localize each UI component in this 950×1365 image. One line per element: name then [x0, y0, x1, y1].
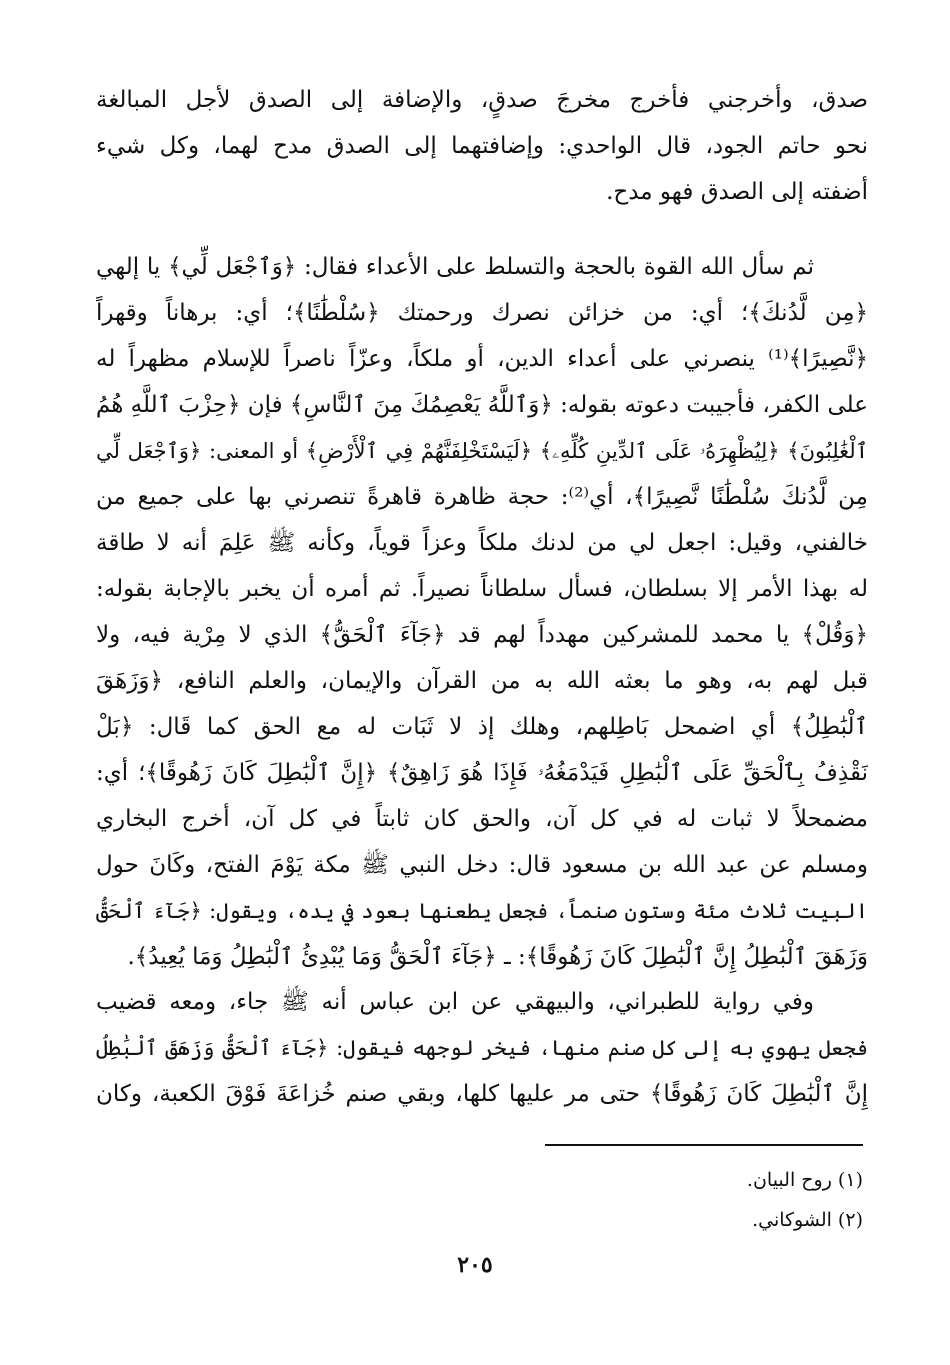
text-line: خالفني، وقيل: اجعل لي من لدنك ملكاً وعزاً قوياً، وكأنه ﷺ عَلِمَ أنه لا طاقة — [96, 530, 868, 556]
paragraph-3 — [96, 979, 868, 1117]
text-line: ٱلْغَٰلِبُونَ﴾ ﴿لِيُظْهِرَهُۥ عَلَى ٱلدِّينِ كُلِّهِۦ﴾ ﴿لَيَسْتَخْلِفَنَّهُمْ فِي ٱلْأَرْضِ﴾ أو المعنى: ﴿وَٱجْعَل لِّي — [96, 439, 868, 463]
text-line: أضفته إلى الصدق فهو مدح. — [606, 179, 868, 205]
text-line: وَزَهَقَ ٱلْبَٰطِلُ إِنَّ ٱلْبَٰطِلَ كَانَ زَهُوقًا﴾: ـ ﴿جَآءَ ٱلْحَقُّ وَمَا يُبْدِئُ ٱلْبَٰطِلُ وَمَا يُعِيدُ﴾. — [127, 944, 868, 970]
footnote-item: (١) روح البيان. — [746, 1169, 863, 1191]
text-line: ومسلم عن عبد الله بن مسعود قال: دخل النبي ﷺ مكة يَوْمَ الفتح، وكَانَ حول — [96, 852, 868, 878]
text-line: ثم سأل الله القوة بالحجة والتسلط على الأعداء فقال: ﴿وَٱجْعَل لِّي﴾ يا إلهي — [96, 254, 814, 280]
text-line: ﴿نَّصِيرًا﴾⁽¹⁾ ينصرني على أعداء الدين، أو ملكاً، وعزّاً ناصراً للإسلام مظهراً له — [96, 346, 868, 372]
text-line: إِنَّ ٱلْبَٰطِلَ كَانَ زَهُوقًا﴾ حتى مر عليها كلها، وبقي صنم خُزاعَةَ فَوْقَ الكعبة، وكان — [96, 1081, 868, 1107]
text-line: على الكفر، فأجيبت دعوته بقوله: ﴿وَٱللَّهُ يَعْصِمُكَ مِنَ ٱلنَّاسِ﴾ فإن ﴿حِزْبَ ٱللَّهِ هُمُ — [96, 392, 868, 418]
paragraph-2 — [96, 244, 868, 980]
text-line: ﴿وَقُلْ﴾ يا محمد للمشركين مهدداً لهم قد ﴿جَآءَ ٱلْحَقُّ﴾ الذي لا مِرْية فيه، ولا — [96, 622, 868, 648]
text-line: نحو حاتم الجود، قال الواحدي: وإضافتهما إلى الصدق مدح لهما، وكل شيء — [96, 133, 868, 159]
text-line: نَقْذِفُ بِٱلْحَقِّ عَلَى ٱلْبَٰطِلِ فَيَدْمَغُهُۥ فَإِذَا هُوَ زَاهِقٌ﴾ ﴿إِنَّ ٱلْبَٰطِلَ كَانَ زَهُوقًا﴾؛ أي: — [96, 760, 868, 786]
text-line: مِن لَّدُنكَ سُلْطَٰنًا نَّصِيرًا﴾، أي⁽²⁾: حجة ظاهرة قاهرةً تنصرني بها على جميع من — [96, 484, 868, 510]
text-line: ﴿مِن لَّدُنكَ﴾؛ أي: من خزائن نصرك ورحمتك ﴿سُلْطَٰنًا﴾؛ أي: برهاناً وقهراً — [96, 300, 868, 326]
text-line: مضمحلاً لا ثبات له في كل آن، والحق كان ثابتاً في كل آن، أخرج البخاري — [96, 806, 868, 832]
text-line: وفي رواية للطبراني، والبيهقي عن ابن عباس أنه ﷺ جاء، ومعه قضيب — [96, 989, 814, 1015]
text-line: البيت ثلاث مئة وستون صنماً، فجعل يطعنها بعود في يده، ويقول: ﴿جَآءَ ٱلْحَقُّ — [96, 899, 868, 923]
footnote-divider — [545, 1144, 863, 1146]
text-line: ٱلْبَٰطِلُ﴾ أي اضمحل بَاطِلهم، وهلك إذ لا ثَبَات له مع الحق كما قَال: ﴿بَلْ — [96, 714, 868, 740]
footnote-item: (٢) الشوكاني. — [752, 1209, 863, 1231]
footnotes — [545, 1160, 863, 1240]
text-line: فجعل يهوي به إلى كل صنم منها، فيخر لوجهه فيقول: ﴿جَآءَ ٱلْحَقُّ وَزَهَقَ ٱلْبَٰطِلُ — [96, 1036, 868, 1060]
text-line: صدق، وأخرجني فأخرج مخرجَ صدقٍ، والإضافة إلى الصدق لأجل المبالغة — [96, 87, 868, 113]
text-line: له بهذا الأمر إلا بسلطان، فسأل سلطاناً نصيراً. ثم أمره أن يخبر بالإجابة بقوله: — [96, 576, 868, 602]
paragraph-1 — [96, 77, 868, 215]
text-line: قبل لهم به، وهو ما بعثه الله به من القرآن والإيمان، والعلم النافع، ﴿وَزَهَقَ — [96, 668, 868, 694]
page-number: ٢٠٥ — [457, 1252, 493, 1278]
